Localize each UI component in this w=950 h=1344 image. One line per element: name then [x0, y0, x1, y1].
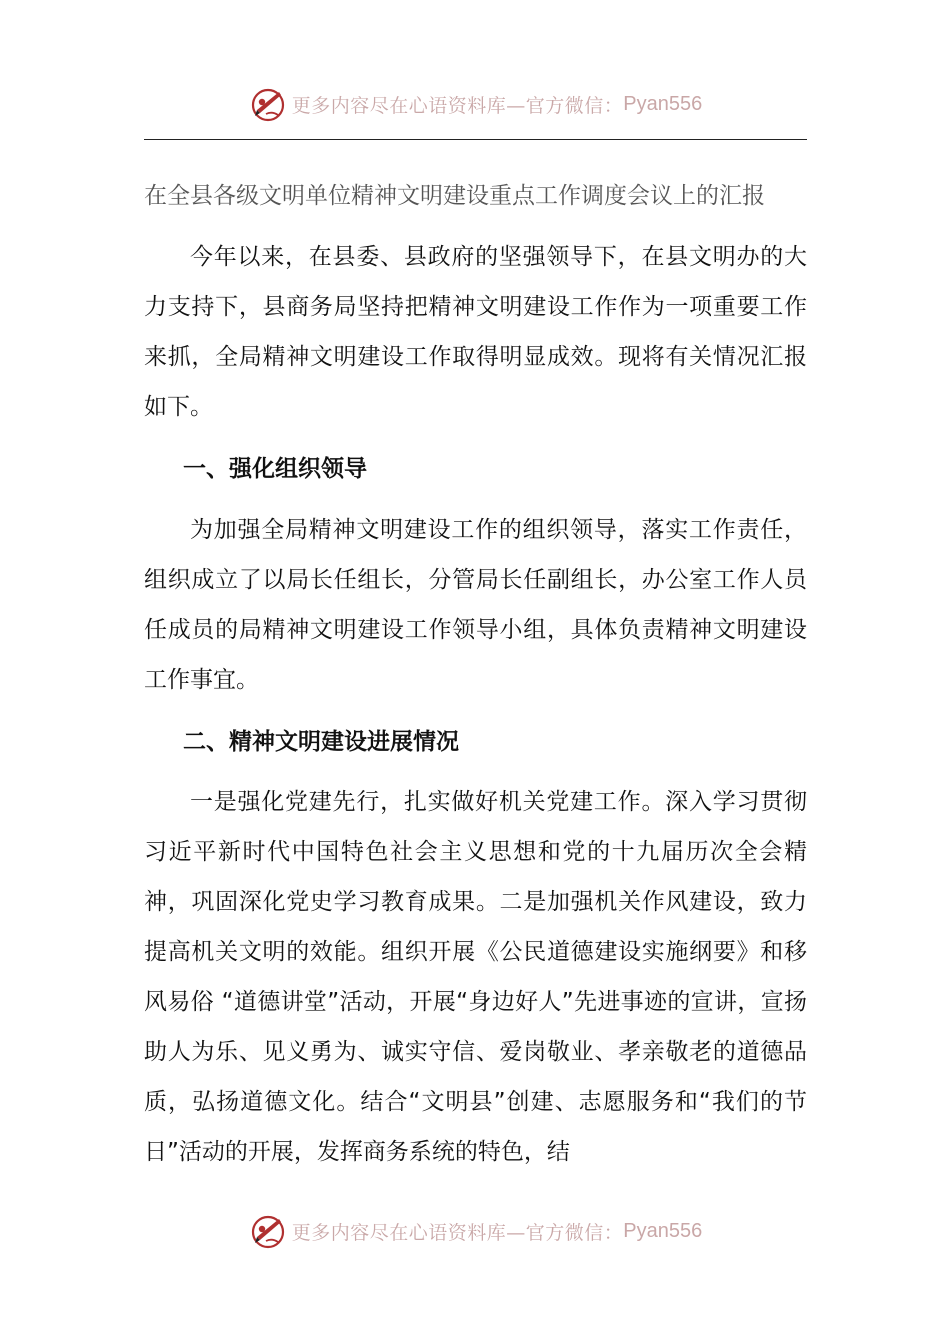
header-watermark — [0, 82, 950, 126]
footer-watermark — [0, 1209, 950, 1253]
watermark-text: 更多内容尽在心语资料库—官方微信： — [291, 1221, 624, 1244]
section-1-paragraph: 为加强全局精神文明建设工作的组织领导，落实工作责任，组织成立了以局长任组长，分管局长任副组长，办公室工作人员任成员的局精神文明建设工作领导小组，具体负责精神文明建设工作事宜。 — [144, 517, 807, 693]
section-1-heading: 一、强化组织领导 — [183, 456, 367, 482]
watermark-wechat-id: Pyan556 — [623, 92, 703, 115]
watermark-text: 更多内容尽在心语资料库—官方微信： — [291, 94, 624, 117]
pen-logo-icon — [248, 84, 288, 124]
pen-logo-icon — [248, 1211, 288, 1251]
section-2-heading: 二、精神文明建设进展情况 — [183, 729, 459, 755]
document-title: 在全县各级文明单位精神文明建设重点工作调度会议上的汇报 — [144, 183, 765, 209]
header-divider — [144, 139, 807, 140]
intro-paragraph: 今年以来，在县委、县政府的坚强领导下，在县文明办的大力支持下，县商务局坚持把精神文明建设工作作为一项重要工作来抓，全局精神文明建设工作取得明显成效。现将有关情况汇报如下。 — [144, 244, 807, 420]
section-2-paragraph: 一是强化党建先行，扎实做好机关党建工作。深入学习贯彻习近平新时代中国特色社会主义思想和党的十九届历次全会精神，巩固深化党史学习教育成果。二是加强机关作风建设，致力提高机关文明的效能。组织开展《公民道德建设实施纲要》和移风易俗 “道德讲堂”活动，开展“身边好人”先进事迹的宣讲，宣扬助人为乐、见义勇为、诚实守信、爱岗敬业、孝亲敬老的道德品质，弘扬道德文化。结合“文明县”创建、志愿服务和“我们的节日”活动的开展，发挥商务系统的特色，结 — [144, 789, 807, 1165]
watermark-wechat-id: Pyan556 — [623, 1219, 703, 1242]
